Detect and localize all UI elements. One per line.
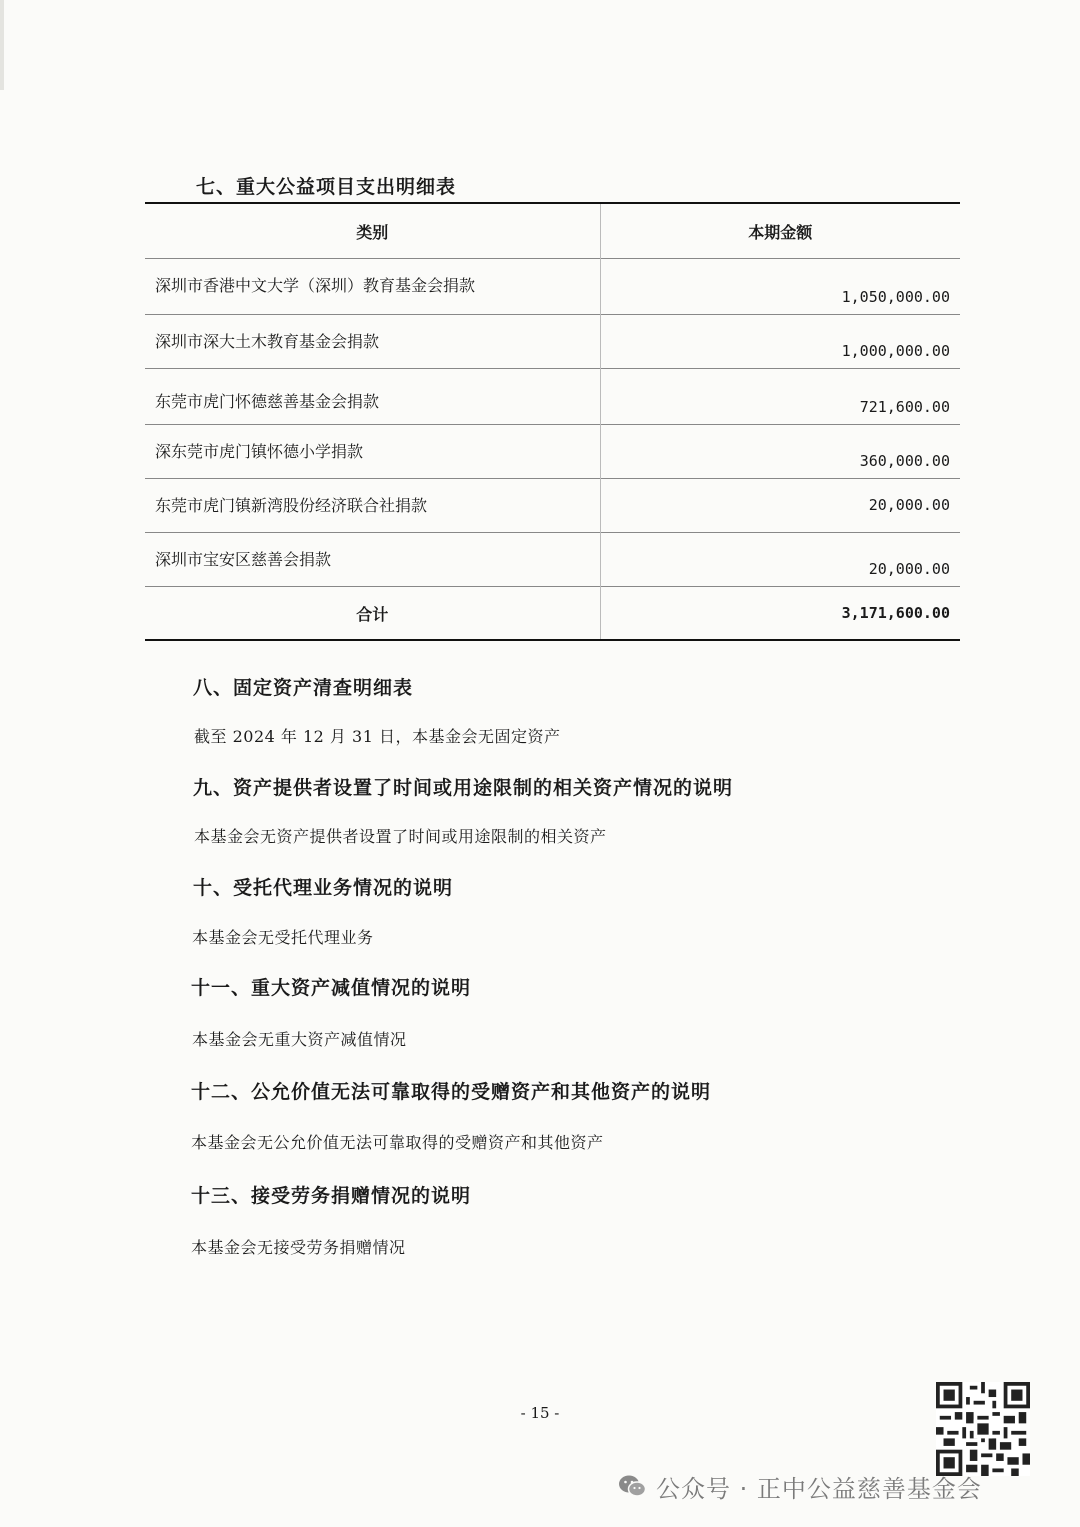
page-number: - 15 - — [520, 1404, 560, 1422]
section-12-text: 本基金会无公允价值无法可靠取得的受赠资产和其他资产 — [191, 1133, 604, 1152]
wechat-watermark — [618, 1466, 982, 1506]
table-row — [145, 259, 960, 315]
scan-edge — [0, 0, 4, 90]
row-name: 深圳市深大土木教育基金会捐款 — [145, 315, 600, 369]
table-total-row — [145, 587, 960, 641]
row-amount: 721,600.00 — [600, 369, 960, 425]
section-8-title: 八、固定资产清查明细表 — [193, 677, 414, 699]
section-11-title: 十一、重大资产减值情况的说明 — [191, 977, 472, 999]
row-amount: 20,000.00 — [600, 479, 960, 533]
row-amount: 1,050,000.00 — [600, 259, 960, 315]
row-name: 东莞市虎门镇新湾股份经济联合社捐款 — [145, 479, 600, 533]
section-13-title: 十三、接受劳务捐赠情况的说明 — [191, 1185, 472, 1207]
qr-code-icon — [936, 1382, 1030, 1476]
row-name: 东莞市虎门怀德慈善基金会捐款 — [145, 369, 600, 425]
section-9-title: 九、资产提供者设置了时间或用途限制的相关资产情况的说明 — [193, 777, 734, 799]
header-category: 类别 — [145, 203, 600, 259]
row-name: 深圳市香港中文大学（深圳）教育基金会捐款 — [145, 259, 600, 315]
row-amount: 20,000.00 — [600, 533, 960, 587]
table-row — [145, 479, 960, 533]
row-name: 深圳市宝安区慈善会捐款 — [145, 533, 600, 587]
wechat-icon — [618, 1474, 646, 1498]
table-row — [145, 425, 960, 479]
section-7-title: 七、重大公益项目支出明细表 — [196, 176, 457, 198]
section-9-text: 本基金会无资产提供者设置了时间或用途限制的相关资产 — [194, 827, 607, 846]
section-10-title: 十、受托代理业务情况的说明 — [193, 877, 454, 899]
total-amount: 3,171,600.00 — [600, 587, 960, 641]
section-13-text: 本基金会无接受劳务捐赠情况 — [191, 1238, 406, 1257]
section-11-text: 本基金会无重大资产减值情况 — [192, 1030, 407, 1049]
section-10-text: 本基金会无受托代理业务 — [192, 928, 374, 947]
watermark-text: 公众号 · 正中公益慈善基金会 — [656, 1474, 982, 1503]
table-row — [145, 369, 960, 425]
row-amount: 1,000,000.00 — [600, 315, 960, 369]
table-row — [145, 315, 960, 369]
header-amount: 本期金额 — [748, 222, 813, 242]
section-8-text: 截至 2024 年 12 月 31 日，本基金会无固定资产 — [194, 727, 561, 746]
row-name: 深东莞市虎门镇怀德小学捐款 — [145, 425, 600, 479]
total-label: 合计 — [145, 587, 600, 641]
table-row — [145, 533, 960, 587]
section-12-title: 十二、公允价值无法可靠取得的受赠资产和其他资产的说明 — [191, 1081, 712, 1103]
row-amount: 360,000.00 — [600, 425, 960, 479]
major-project-expense-table — [145, 202, 960, 641]
